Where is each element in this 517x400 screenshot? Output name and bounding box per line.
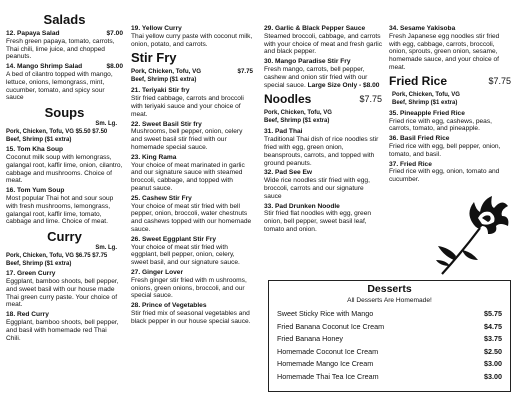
dessert-name: Homemade Mango Ice Cream bbox=[277, 359, 374, 369]
menu-item bbox=[131, 302, 253, 325]
noodles-meats-line: Pork, Chicken, Tofu, VG bbox=[264, 110, 332, 117]
dessert-name: Fried Banana Coconut Ice Cream bbox=[277, 321, 385, 331]
menu-item bbox=[131, 195, 253, 234]
fried-rice-heading-row bbox=[389, 74, 511, 89]
item-name: 36. Basil Fried Rice bbox=[389, 135, 450, 143]
noodles-heading-row bbox=[264, 92, 382, 107]
item-name: 15. Tom Kha Soup bbox=[6, 146, 64, 154]
dessert-name: Sweet Sticky Rice with Mango bbox=[277, 309, 374, 318]
item-name: 25. Cashew Stir Fry bbox=[131, 194, 192, 202]
item-desc: Fresh green papaya, tomato, carrots, Thai chili, lime juice, and chopped peanuts. bbox=[6, 37, 115, 61]
stir-fry-price-line bbox=[131, 68, 253, 76]
fried-rice-extra-line: Beef, Shrimp ($1 extra) bbox=[392, 99, 458, 106]
item-name: 18. Red Curry bbox=[6, 311, 49, 319]
dessert-row bbox=[277, 308, 502, 321]
soups-size-header: Sm. Lg. bbox=[95, 121, 117, 128]
column-fried-rice bbox=[389, 0, 511, 186]
soups-price-line: Pork, Chicken, Tofu, VG $5.50 $7.50 bbox=[6, 129, 108, 136]
desserts-subtitle: All Desserts Are Homemade! bbox=[347, 297, 432, 304]
item-desc-text: Fresh mango, carrots, bell pepper, cashew and onion stir fried with our special sauce. bbox=[264, 65, 368, 89]
dessert-row bbox=[277, 333, 502, 346]
menu-item bbox=[389, 110, 511, 133]
noodles-extra-line: Beef, Shrimp ($1 extra) bbox=[264, 118, 330, 125]
item-size-note: Large Size Only - $8.00 bbox=[307, 81, 380, 89]
menu-item bbox=[6, 146, 123, 185]
item-desc: Eggplant, bamboo shoots, bell pepper, and basil with homemade red Thai Chili. bbox=[6, 318, 119, 342]
menu-item bbox=[6, 63, 123, 102]
item-desc: A bed of cilantro topped with mango, lettuce, onions, lemongrass, mint, cucumber, tomato, and spicy sour sauce bbox=[6, 70, 113, 102]
item-desc: Thai yellow curry paste with coconut milk, onion, potato, and carrots. bbox=[131, 32, 253, 48]
dessert-row bbox=[277, 371, 502, 384]
dessert-price: $4.75 bbox=[484, 321, 502, 331]
menu-item bbox=[389, 161, 511, 184]
desserts-title: Desserts bbox=[367, 283, 412, 295]
item-name: 16. Tom Yum Soup bbox=[6, 187, 65, 195]
stir-fry-meats: Pork, Chicken, Tofu, VG bbox=[131, 68, 202, 76]
item-name: 35. Pineapple Fried Rice bbox=[389, 109, 465, 117]
menu-item bbox=[264, 25, 382, 56]
noodles-price: $7.75 bbox=[359, 94, 382, 105]
item-name: 32. Pad See Ew bbox=[264, 169, 313, 177]
menu-item bbox=[131, 87, 253, 118]
item-desc: Your choice of meat marinated in garlic and our signature sauce with steamed broccoli, cabbage, and topped with peanut sauce. bbox=[131, 161, 245, 192]
item-price: $8.00 bbox=[106, 63, 123, 71]
item-desc: Stir fried flat noodles with egg, green onion, bell pepper, sweet basil leaf, tomato and onion. bbox=[264, 210, 372, 233]
stir-fry-heading: Stir Fry bbox=[131, 50, 177, 66]
menu-item bbox=[131, 121, 253, 152]
menu-item bbox=[6, 311, 123, 342]
soups-heading: Soups bbox=[44, 105, 85, 121]
menu-item bbox=[264, 58, 382, 89]
fried-rice-meats-line: Pork, Chicken, Tofu, VG bbox=[392, 91, 460, 98]
salads-heading: Salads bbox=[43, 12, 86, 27]
curry-heading: Curry bbox=[47, 229, 82, 245]
soups-extra-line: Beef, Shrimp ($1 extra) bbox=[6, 137, 72, 144]
item-desc: Wide rice noodles stir fried with egg, broccoli, carrots and our signature sauce bbox=[264, 177, 370, 200]
menu-item bbox=[131, 269, 253, 300]
item-desc: Fresh Japanese egg noodles stir fried with egg, cabbage, carrots, broccoli, onion, sprouts, green onion, sesame, homemade sauce, and your choice of meat. bbox=[389, 32, 500, 71]
column-noodles bbox=[264, 0, 382, 236]
menu-item bbox=[264, 128, 382, 167]
item-desc: Mushrooms, bell pepper, onion, celery and sweet basil stir fried with our homemade special sauce. bbox=[131, 128, 243, 151]
item-name: 28. Prince of Vegetables bbox=[131, 302, 207, 310]
desserts-panel bbox=[268, 280, 511, 392]
menu-item bbox=[131, 154, 253, 193]
item-desc: Fried rice with egg, cashews, peas, carrots, tomato, and pineapple. bbox=[389, 117, 492, 133]
item-name: 14. Mango Shrimp Salad bbox=[6, 63, 83, 71]
item-desc bbox=[264, 66, 382, 89]
dessert-row bbox=[277, 358, 502, 371]
fried-rice-heading: Fried Rice bbox=[389, 73, 448, 88]
item-name: 31. Pad Thai bbox=[264, 128, 303, 136]
dessert-name: Homemade Coconut Ice Cream bbox=[277, 346, 379, 356]
menu-item bbox=[6, 187, 123, 226]
item-name: 34. Sesame Yakisoba bbox=[389, 25, 456, 32]
fried-rice-price: $7.75 bbox=[488, 75, 511, 86]
dessert-name: Homemade Thai Tea Ice Cream bbox=[277, 371, 379, 381]
item-name: 33. Pad Drunken Noodle bbox=[264, 202, 340, 210]
menu-item bbox=[131, 236, 253, 267]
item-desc: Fried rice with egg, bell pepper, onion, tomato, and basil. bbox=[389, 142, 501, 158]
item-desc: Coconut milk soup with lemongrass, galangal root, kaffir lime, onion, cilantro, cabbage and mushrooms. Choice of meat. bbox=[6, 153, 123, 185]
item-desc: Fresh ginger stir fried with m ushrooms, onions, green onions, broccoli, and our special sauce. bbox=[131, 276, 247, 300]
noodles-heading: Noodles bbox=[264, 92, 312, 107]
item-name: 27. Ginger Lover bbox=[131, 268, 184, 276]
item-desc: Fried rice with egg, onion, tomato and cucumber. bbox=[389, 168, 500, 184]
item-desc: Eggplant, bamboo shoots, bell pepper, and sweet basil with our house made Thai green curry paste. Your choice of meat. bbox=[6, 277, 119, 309]
item-name: 26. Sweet Eggplant Stir Fry bbox=[131, 235, 217, 243]
dessert-row bbox=[277, 346, 502, 359]
item-name: 23. King Rama bbox=[131, 153, 177, 161]
item-desc: Your choice of meat stir fried with bell pepper, onion, broccoli, water chestnuts and cashews topped with our homemade sauce. bbox=[131, 202, 252, 233]
item-price: $7.00 bbox=[106, 30, 123, 37]
dessert-price: $2.50 bbox=[484, 346, 502, 356]
stir-fry-price: $7.75 bbox=[237, 68, 253, 76]
menu-item bbox=[6, 270, 123, 309]
stir-fry-extra-line: Beef, Shrimp ($1 extra) bbox=[131, 77, 197, 84]
item-name: 22. Sweet Basil Stir fry bbox=[131, 120, 202, 128]
menu-item bbox=[6, 30, 123, 61]
column-stir-fry bbox=[131, 0, 253, 328]
item-desc: Stir fried cabbage, carrots and broccoli with teriyaki sauce and your choice of meat. bbox=[131, 95, 244, 118]
item-desc: Your choice of meat stir fried with eggplant, bell pepper, onion, celery, sweet basil, and our signature sauce. bbox=[131, 243, 240, 267]
item-name: 30. Mango Paradise Stir Fry bbox=[264, 58, 351, 66]
curry-size-header: Sm. Lg. bbox=[95, 245, 117, 252]
item-desc: Traditional Thai dish of rice noodles stir fried with egg, green onion, beansprouts, carrots, and topped with ground peanuts. bbox=[264, 136, 379, 167]
item-name: 21. Teriyaki Stir fry bbox=[131, 87, 190, 95]
item-name: 29. Garlic & Black Pepper Sauce bbox=[264, 25, 366, 32]
menu-item bbox=[389, 135, 511, 158]
item-name: 12. Papaya Salad bbox=[6, 30, 60, 37]
curry-extra-line: Beef, Shrimp ($1 extra) bbox=[6, 261, 72, 268]
dessert-row bbox=[277, 321, 502, 334]
column-salads-soups-curry bbox=[6, 0, 123, 344]
dessert-price: $3.00 bbox=[484, 359, 502, 369]
carnation-flower-icon bbox=[432, 190, 510, 278]
menu-item bbox=[264, 169, 382, 200]
item-name: 19. Yellow Curry bbox=[131, 25, 182, 32]
menu-item bbox=[264, 203, 382, 234]
item-desc: Stir fried mix of seasonal vegetables and black pepper in our house special sauce. bbox=[131, 309, 251, 325]
curry-price-line: Pork, Chicken, Tofu, VG $6.75 $7.75 bbox=[6, 253, 108, 260]
dessert-price: $3.75 bbox=[484, 334, 502, 344]
menu-item bbox=[389, 25, 511, 72]
dessert-name: Fried Banana Honey bbox=[277, 334, 343, 344]
menu-item bbox=[131, 25, 253, 48]
dessert-price: $3.00 bbox=[484, 371, 502, 381]
item-desc: Steamed broccoli, cabbage, and carrots with your choice of meat and fresh garlic and black pepper. bbox=[264, 32, 383, 56]
item-name: 17. Green Curry bbox=[6, 270, 56, 278]
dessert-price: $5.75 bbox=[484, 309, 502, 318]
item-name: 37. Fried Rice bbox=[389, 160, 432, 168]
item-desc: Most popular Thai hot and sour soup with fresh mushrooms, lemongrass, galangal root, kaffir lime, tomato, cabbage and lime. Choice of meat. bbox=[6, 194, 114, 226]
